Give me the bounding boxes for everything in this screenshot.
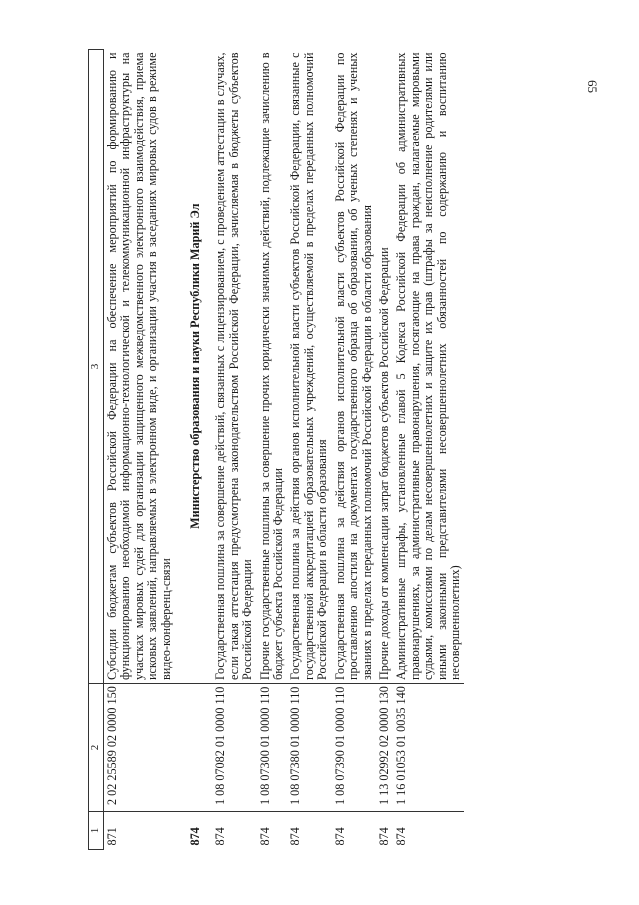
table-row [287, 50, 331, 850]
cell-name: Субсидии бюджетам субъектов Российской Федерации на обеспечение мероприятий по формированию и функционированию необходимой информационно-технологической и телекоммуникационной инфраструктуры на участках мировых судей для организации защищенного межведомственного электронного взаимодействия, приема исковых заявлений, направляемых в электронном виде, и организации участия в заседаниях мировых судов в режиме видео-конференц-связи [105, 52, 173, 680]
page-number: 65 [585, 80, 600, 93]
cell-num: 874 [376, 827, 391, 846]
cell-num: 871 [105, 827, 119, 846]
column-header-2: 2 [89, 684, 104, 812]
table-body [104, 50, 465, 850]
cell-name: Государственная пошлина за совершение действий, связанных с лицензированием, с проведением аттестации в случаях, если такая аттестация предусмотрена законодательством Российской Федерации, зачисляемая в бюджеты субъектов Российской Федерации [213, 52, 255, 680]
cell-name: Государственная пошлина за действия органов исполнительной власти субъектов Российской Федерации по проставлению апостиля на документах государственного образца об образовании, об ученых степенях и ученых званиях в пределах переданных полномочий Российской Федерации в области образования [332, 52, 374, 680]
cell-name: Административные штрафы, установленные главой 5 Кодекса Российской Федерации об административных правонарушениях, за административные правонарушения, посягающие на права граждан, налагаемые мировыми судьями, комиссиями по делам несовершеннолетних и защите их прав (штрафы за неисполнение родителями или иными законными представителями несовершеннолетних обязанностей по содержанию и воспитанию несовершеннолетних) [394, 52, 462, 680]
table-row [257, 50, 288, 850]
table-header-row [89, 50, 104, 850]
cell-name: Прочие государственные пошлины за совершение прочих юридически значимых действий, подлежащие зачислению в бюджет субъекта Российской Федерации [257, 52, 286, 680]
table-row [393, 50, 464, 850]
cell-num: 874 [188, 827, 203, 846]
table-row [104, 50, 176, 850]
table-row [212, 50, 256, 850]
column-header-1: 1 [89, 812, 104, 850]
cell-code: 1 08 07082 01 0000 110 [212, 684, 256, 812]
table-row [332, 50, 376, 850]
cell-code [175, 684, 212, 812]
cell-name: Прочие доходы от компенсации затрат бюджетов субъектов Российской Федерации [376, 247, 391, 680]
cell-code: 2 02 25589 02 0000 150 [104, 684, 176, 812]
cell-code: 1 08 07380 01 0000 110 [287, 684, 331, 812]
cell-num: 874 [394, 827, 409, 846]
cell-code: 1 08 07390 01 0000 110 [332, 684, 376, 812]
cell-code: 1 13 02992 02 0000 130 [376, 684, 393, 812]
table-row [376, 50, 393, 850]
ministry-row [175, 50, 212, 850]
cell-num: 874 [257, 827, 272, 846]
revenue-codes-table [88, 49, 464, 850]
cell-code: 1 16 01053 01 0035 140 [393, 684, 464, 812]
cell-name: Государственная пошлина за действия органов исполнительной власти субъектов Российской Федерации, связанные с государственной аккредитацией образовательных учреждений, осуществляемой в пределах переданных полномочий Российской Федерации в области образования [288, 52, 330, 680]
cell-name: Министерство образования и науки Республики Марий Эл [188, 203, 203, 529]
rotated-page-content [88, 50, 608, 850]
cell-code: 1 08 07300 01 0000 110 [257, 684, 288, 812]
cell-num: 874 [213, 827, 228, 846]
column-header-3: 3 [89, 50, 104, 684]
cell-num: 874 [288, 827, 303, 846]
cell-num: 874 [332, 827, 347, 846]
